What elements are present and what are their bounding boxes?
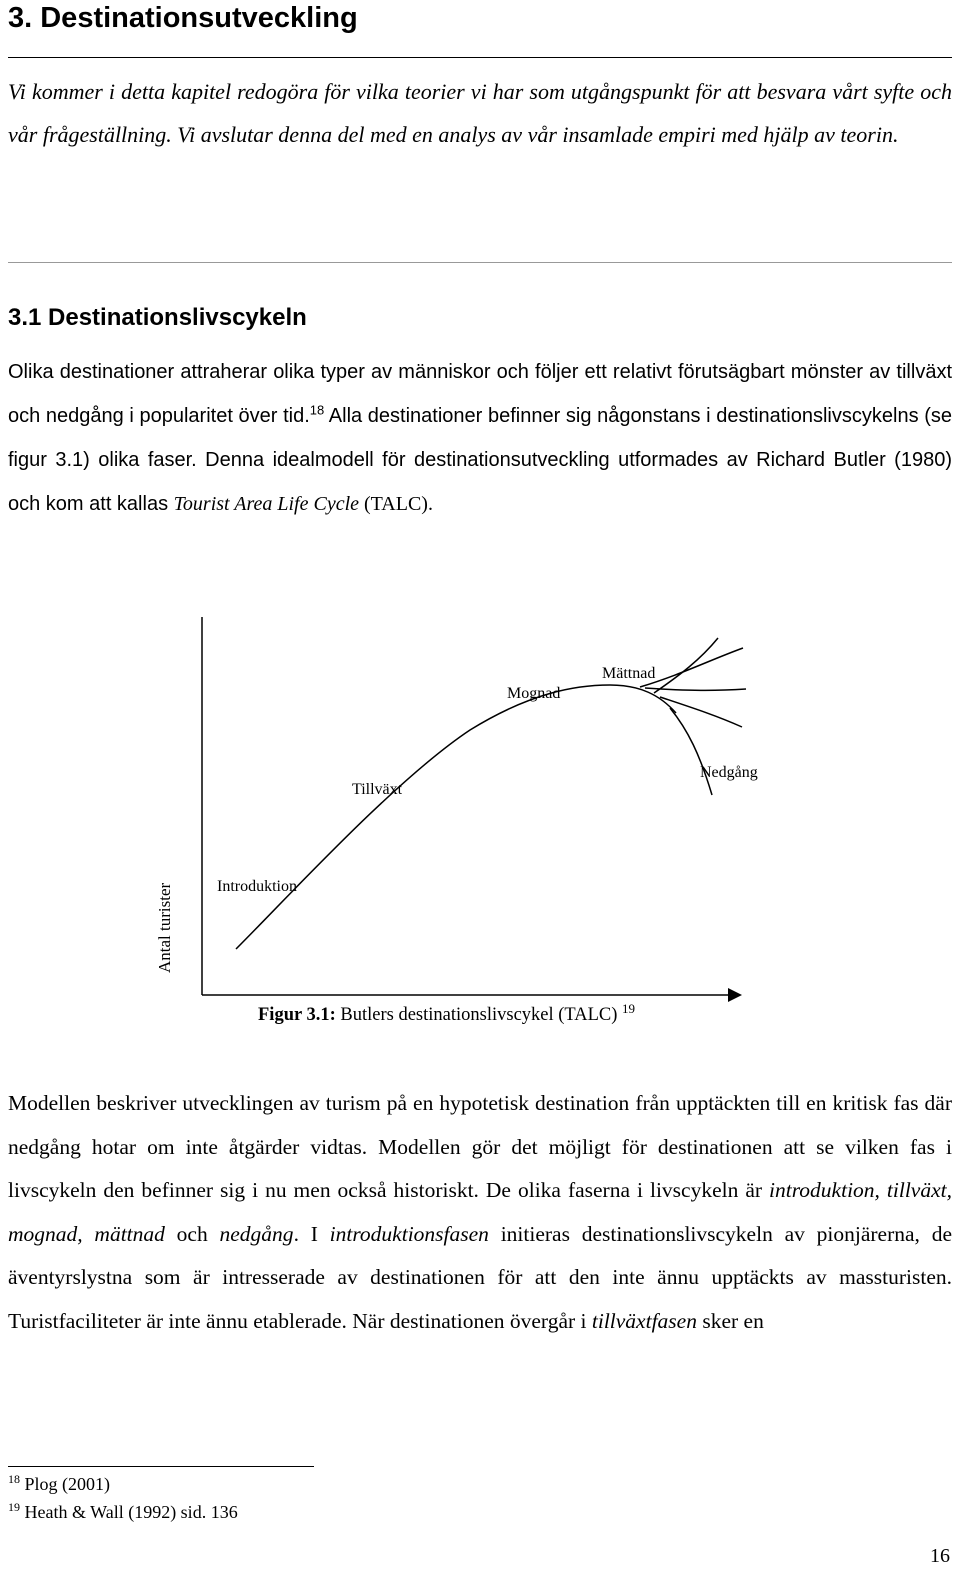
branch-rejuvenation-2	[640, 648, 743, 687]
header-rule	[8, 57, 952, 58]
section-title: 3.1 Destinationslivscykeln	[8, 304, 307, 331]
footnote-ref-19[interactable]: 19	[622, 1000, 636, 1016]
paragraph-2-text-5: sker en	[696, 1308, 764, 1333]
footnote-19-text: Heath & Wall (1992) sid. 136	[20, 1502, 238, 1522]
figure-caption-text: Butlers destinationslivscykel (TALC)	[335, 1005, 623, 1025]
section-rule	[8, 262, 952, 263]
footnote-18-number: 18	[8, 1472, 20, 1486]
branch-stabilisation	[645, 688, 746, 690]
footnote-18-text: Plog (2001)	[20, 1474, 110, 1494]
branch-rejuvenation-1	[654, 638, 718, 693]
chapter-title: 3. Destinationsutveckling	[8, 2, 358, 34]
chapter-intro: Vi kommer i detta kapitel redogöra för vilka teorier vi har som utgångspunkt för att besvara vårt syfte och vår frågeställning. Vi avslutar denna del med en analys av vår insamlade empiri med hjälp av teorin.	[8, 79, 952, 147]
paragraph-1-text-c: (TALC).	[359, 493, 433, 515]
phase-label-mattnad: Mättnad	[602, 665, 656, 682]
footnote-19	[8, 1502, 238, 1523]
paragraph-2-emphasis-3: introduktionsfasen	[329, 1221, 489, 1246]
talc-figure	[0, 605, 960, 1025]
x-axis-arrowhead	[728, 988, 742, 1002]
page-number: 16	[930, 1545, 950, 1567]
paragraph-2-text-1: Modellen beskriver utvecklingen av turism på en hypotetisk destination från upptäckten till en kritisk fas där nedgång hotar om inte åtgärder vidtas. Modellen gör det möjligt för destinationen att se vilken fas i livscykeln den befinner sig i nu men också historiskt. De olika faserna i livscykeln är	[8, 1091, 952, 1202]
branch-decline-2	[670, 708, 712, 795]
paragraph-2-emphasis-1: introduktion, tillväxt, mognad, mättnad	[8, 1178, 952, 1246]
y-axis-label: Antal turister	[155, 882, 174, 973]
phase-label-nedgang: Nedgång	[700, 764, 758, 781]
footnote-18	[8, 1474, 110, 1495]
paragraph-2	[8, 1082, 952, 1343]
paragraph-2-text-2: och	[164, 1221, 220, 1246]
footnote-19-number: 19	[8, 1500, 20, 1514]
paragraph-1-text-b: Alla destinationer befinner sig någonstans i destinationslivscykelns (se figur 3.1) olika faser. Denna idealmodell för destinationsutveckling utformades av Richard Butler (1980) och kom att kallas	[8, 405, 952, 515]
paragraph-1	[8, 350, 952, 526]
paragraph-1-text-a: Olika destinationer attraherar olika typer av människor och följer ett relativt förutsägbart mönster av tillväxt och nedgång i popularitet över tid.	[8, 361, 952, 427]
paragraph-1-emphasis: Tourist Area Life Cycle	[173, 493, 360, 515]
paragraph-2-emphasis-2: nedgång	[219, 1221, 294, 1246]
footnote-ref-18[interactable]: 18	[309, 402, 325, 418]
lifecycle-curve	[236, 685, 676, 949]
phase-label-tillvaxt: Tillväxt	[352, 781, 403, 798]
figure-caption-label: Figur 3.1:	[258, 1005, 336, 1025]
paragraph-2-emphasis-4: tillväxtfasen	[591, 1308, 697, 1333]
paragraph-2-text-3: . I	[293, 1221, 330, 1246]
paragraph-2-text-4: initieras destinationslivscykeln av pionjärerna, de äventyrslystna som är intresserade av destinationen för att den inte ännu upptäckts av massturisten. Turistfaciliteter är inte ännu etablerade. När destinationen övergår i	[8, 1221, 953, 1333]
phase-label-mognad: Mognad	[507, 685, 561, 702]
footnote-rule	[8, 1466, 314, 1467]
phase-label-introduktion: Introduktion	[217, 878, 297, 895]
figure-caption	[258, 1000, 636, 1026]
